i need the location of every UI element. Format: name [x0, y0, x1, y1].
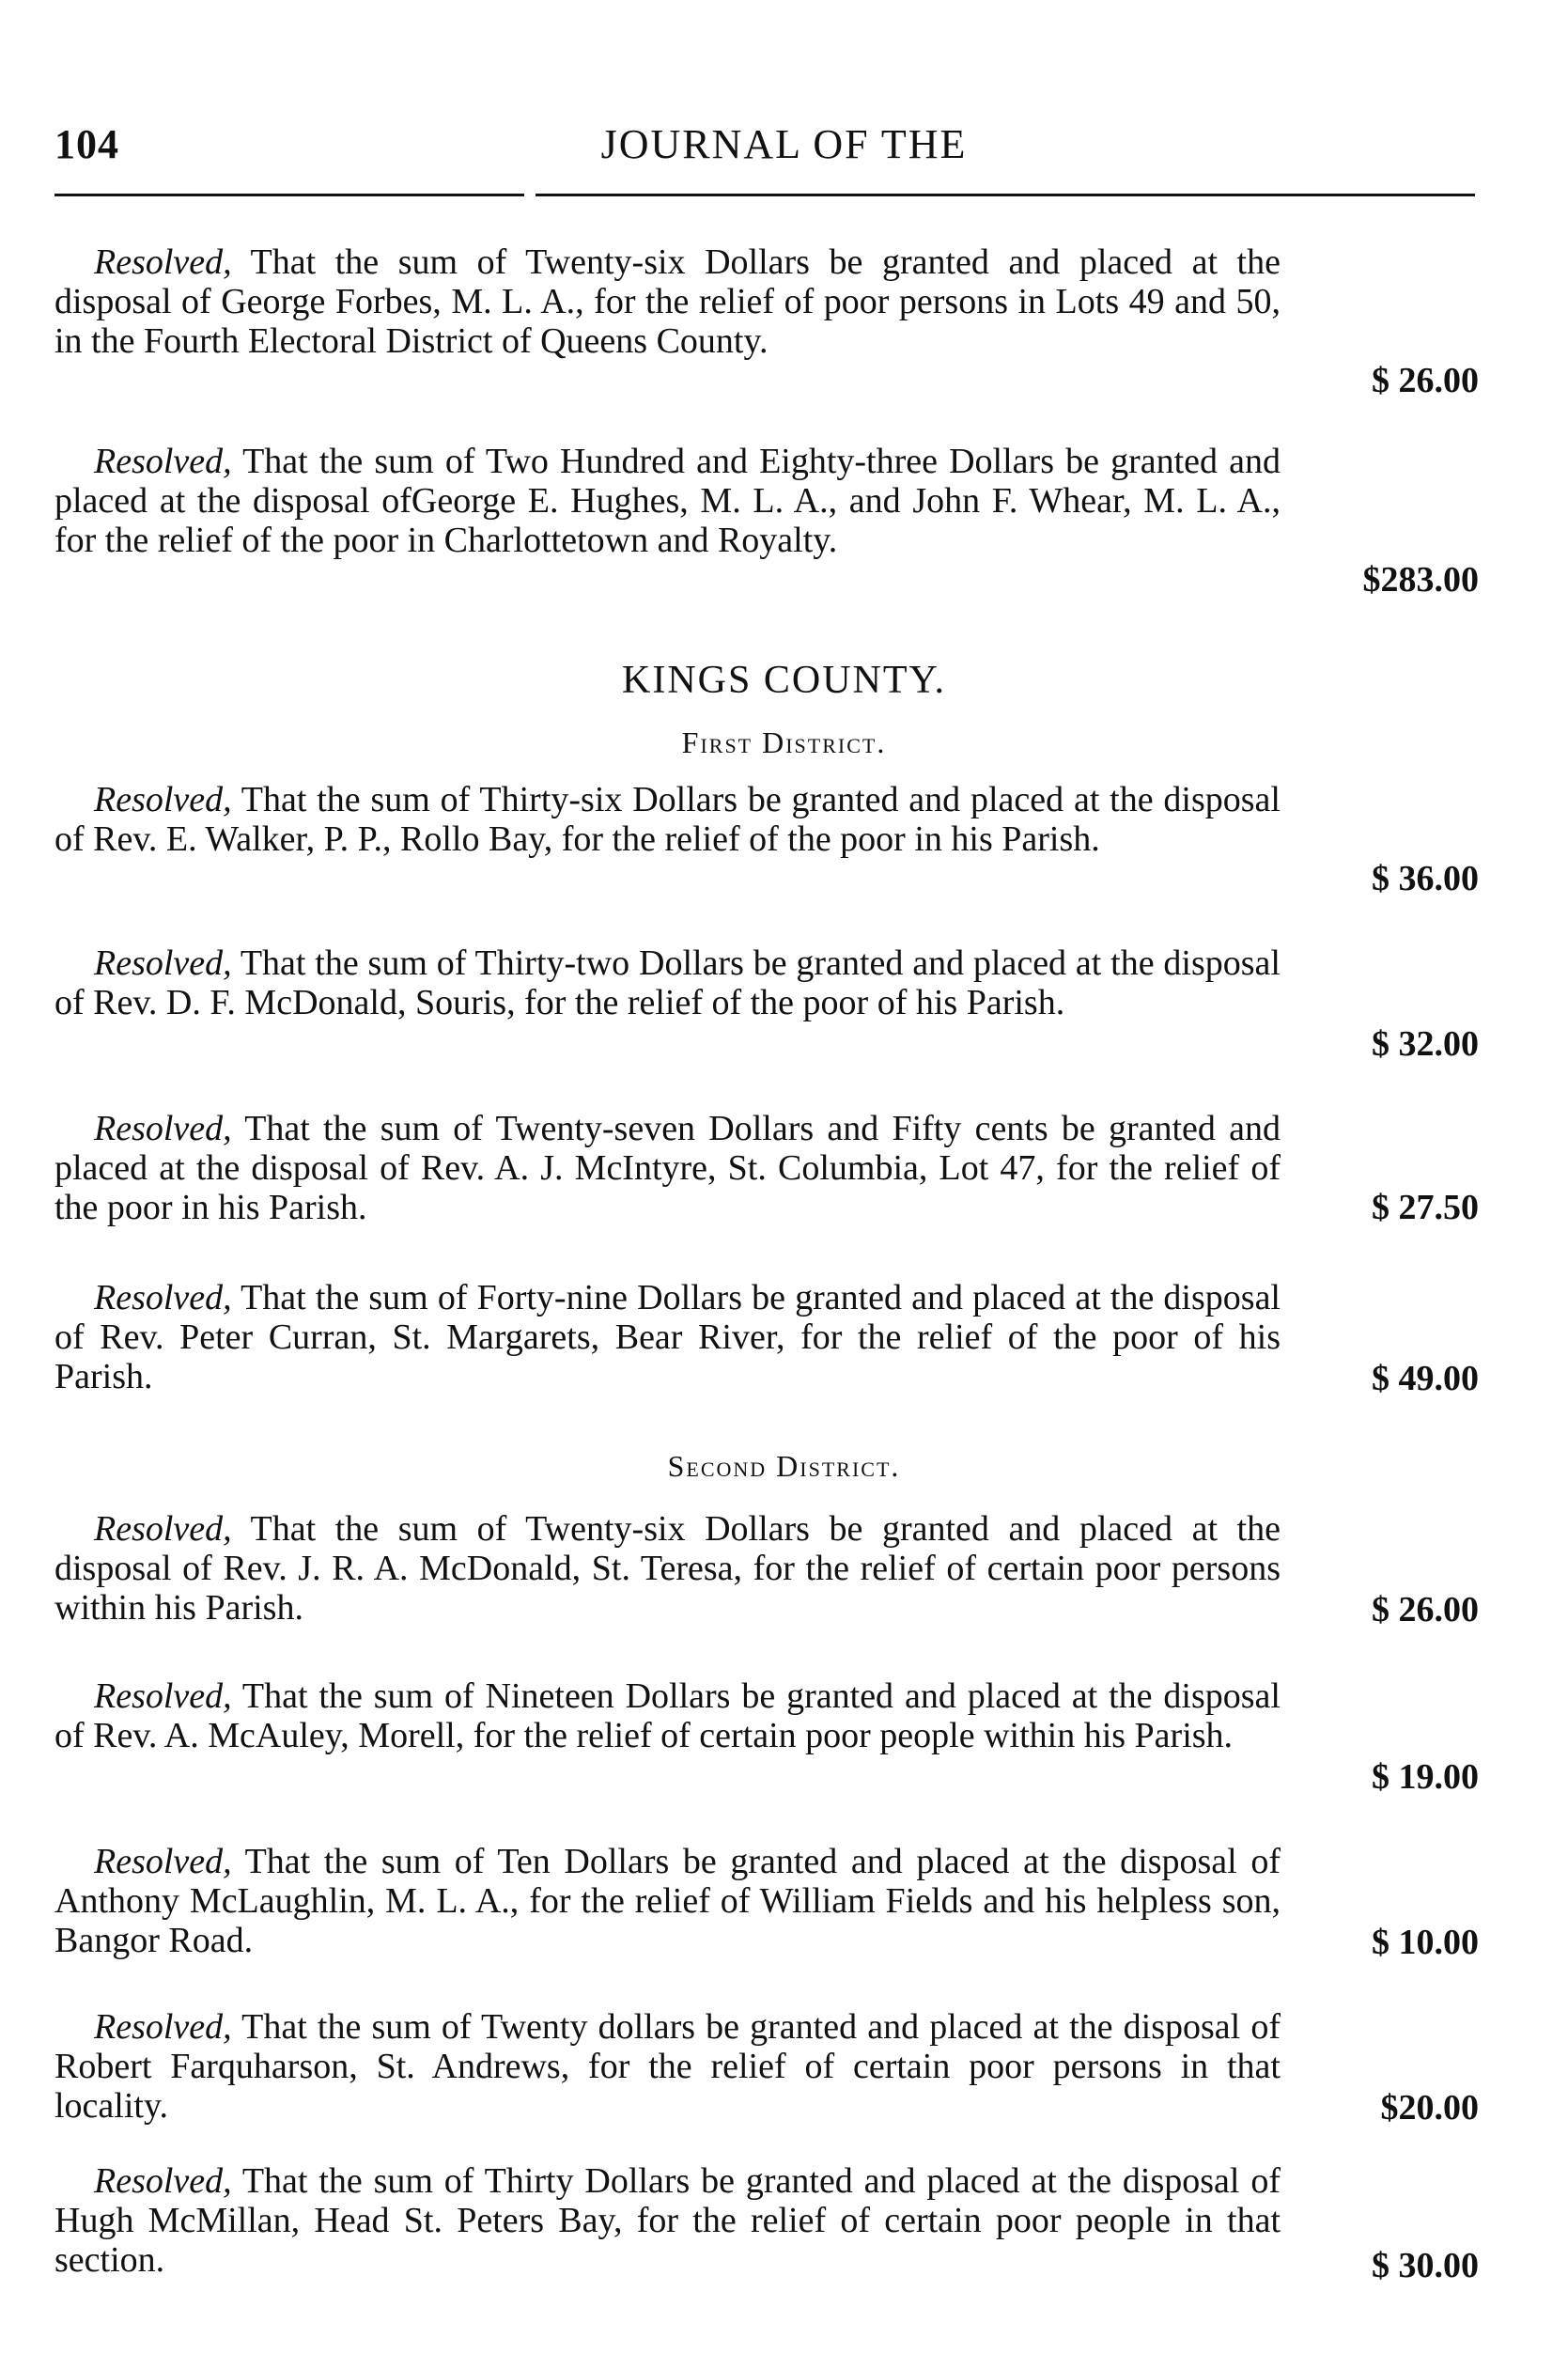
resolution-amount: $283.00 [1362, 560, 1479, 600]
resolution-lead: Resolved, [94, 1278, 232, 1317]
resolution-paragraph [54, 780, 1281, 859]
resolution-paragraph [54, 442, 1281, 560]
resolution-paragraph [54, 943, 1281, 1022]
header-rule-right [536, 194, 1475, 196]
resolution-text: That the sum of Forty-nine Dollars be granted and placed at the disposal of Rev. Peter Curran, St. Margarets, Bear River, for the relief of the poor of his Parish. [54, 1278, 1281, 1396]
header-rule-left [54, 194, 524, 196]
resolution-lead: Resolved, [94, 780, 232, 819]
resolution-paragraph [54, 1109, 1281, 1227]
resolution-lead: Resolved, [94, 943, 232, 983]
resolution-lead: Resolved, [94, 442, 232, 481]
resolution-paragraph [54, 242, 1281, 361]
resolution-lead: Resolved, [94, 242, 232, 282]
resolution-paragraph [54, 1509, 1281, 1628]
resolution-text: That the sum of Twenty dollars be granted and placed at the disposal of Robert Farquharson, St. Andrews, for the relief of certain poor persons in that locality. [54, 2007, 1281, 2126]
resolution-paragraph [54, 2161, 1281, 2280]
resolution-lead: Resolved, [94, 1109, 232, 1148]
resolution-paragraph [54, 1842, 1281, 1960]
resolution-paragraph [54, 1676, 1281, 1755]
resolution-text: That the sum of Thirty-two Dollars be granted and placed at the disposal of Rev. D. F. McDonald, Souris, for the relief of the poor of his Parish. [54, 943, 1281, 1022]
resolution-amount: $ 19.00 [1372, 1757, 1479, 1797]
resolution-text: That the sum of Thirty Dollars be granted and placed at the disposal of Hugh McMillan, Head St. Peters Bay, for the relief of certain poor people in that section. [54, 2161, 1281, 2280]
resolution-text: That the sum of Twenty-six Dollars be granted and placed at the disposal of Rev. J. R. A. McDonald, St. Teresa, for the relief of certain poor persons within his Parish. [54, 1509, 1281, 1628]
resolution-amount: $ 30.00 [1372, 2246, 1479, 2285]
page-number: 104 [54, 121, 119, 167]
resolution-text: That the sum of Twenty-seven Dollars and Fifty cents be granted and placed at the disposal of Rev. A. J. McIntyre, St. Columbia, Lot 47, for the relief of the poor in his Parish. [54, 1109, 1281, 1227]
resolution-text: That the sum of Nineteen Dollars be granted and placed at the disposal of Rev. A. McAuley, Morell, for the relief of certain poor people within his Parish. [54, 1676, 1281, 1755]
resolution-amount: $ 36.00 [1372, 859, 1479, 898]
resolution-lead: Resolved, [94, 2007, 232, 2047]
resolution-lead: Resolved, [94, 1676, 232, 1716]
resolution-lead: Resolved, [94, 2161, 232, 2201]
running-title: JOURNAL OF THE [600, 121, 968, 167]
district-heading: First District. [681, 725, 887, 759]
resolution-amount: $ 10.00 [1372, 1923, 1479, 1962]
resolution-amount: $20.00 [1380, 2088, 1479, 2127]
resolution-paragraph [54, 2007, 1281, 2126]
resolution-text: That the sum of Ten Dollars be granted and placed at the disposal of Anthony McLaughlin, M. L. A., for the relief of William Fields and his helpless son, Bangor Road. [54, 1842, 1281, 1960]
district-heading: Second District. [667, 1449, 901, 1483]
resolution-lead: Resolved, [94, 1842, 232, 1881]
resolution-amount: $ 49.00 [1372, 1359, 1479, 1398]
county-heading: KINGS COUNTY. [622, 659, 946, 702]
resolution-text: That the sum of Two Hundred and Eighty-three Dollars be granted and placed at the disposal ofGeorge E. Hughes, M. L. A., and John F. Whear, M. L. A., for the relief of the poor in Charlottetown and Royalty. [54, 442, 1281, 560]
resolution-paragraph [54, 1278, 1281, 1396]
resolution-amount: $ 26.00 [1372, 1590, 1479, 1629]
resolution-amount: $ 27.50 [1372, 1188, 1479, 1227]
resolution-amount: $ 32.00 [1372, 1024, 1479, 1064]
resolution-text: That the sum of Twenty-six Dollars be granted and placed at the disposal of George Forbes, M. L. A., for the relief of poor persons in Lots 49 and 50, in the Fourth Electoral District of Queens County. [54, 242, 1281, 361]
resolution-amount: $ 26.00 [1372, 361, 1479, 400]
resolution-lead: Resolved, [94, 1509, 232, 1549]
resolution-text: That the sum of Thirty-six Dollars be granted and placed at the disposal of Rev. E. Walker, P. P., Rollo Bay, for the relief of the poor in his Parish. [54, 780, 1281, 859]
